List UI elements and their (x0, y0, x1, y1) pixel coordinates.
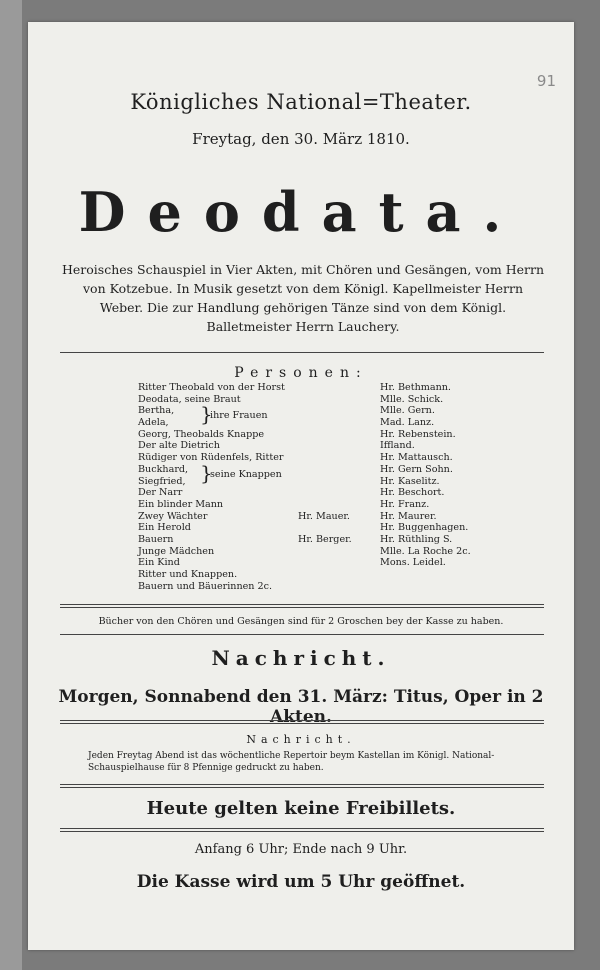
role-name: Adela, (138, 417, 169, 429)
actor-name: Mons. Leidel. (380, 557, 446, 569)
repertoire-notice: Jeden Freytag Abend ist das wöchentliche Repertoir beym Kastellan im Königl. National-Schauspielhause für 8 Pfennige gedruckt zu haben. (88, 751, 495, 773)
tomorrow-announcement: Morgen, Sonnabend den 31. März: Titus, Oper in 2 Akten. (58, 687, 544, 727)
personen-heading: Personen: (234, 365, 368, 381)
brace-label: seine Knappen (210, 468, 282, 480)
role-name: Ein Kind (138, 557, 180, 569)
role-name: Ein Herold (138, 522, 191, 534)
role-name: Rüdiger von Rüdenfels, Ritter (138, 452, 284, 464)
pencil-mark: 91 (536, 72, 556, 90)
divider (60, 634, 544, 635)
theater-name: Königliches National=Theater. (130, 90, 472, 114)
role-name: Bauern (138, 533, 174, 545)
role-name: Der alte Dietrich (138, 440, 220, 452)
role-name: Ritter Theobald von der Horst (138, 382, 285, 393)
role-name: Junge Mädchen (138, 545, 215, 557)
actor-name: Hr. Kaselitz. (380, 475, 440, 487)
role-name: Siegfried, (138, 475, 186, 487)
books-note: Bücher von den Chören und Gesängen sind für 2 Groschen bey der Kasse zu haben. (98, 616, 504, 627)
actor-name: Hr. Beschort. (380, 487, 445, 499)
start-end-times: Anfang 6 Uhr; Ende nach 9 Uhr. (194, 842, 408, 857)
role-name: Bauern und Bäuerinnen 2c. (138, 580, 273, 592)
role-name: Georg, Theobalds Knappe (138, 428, 265, 440)
scan-edge (0, 0, 22, 970)
playbill-sheet (28, 22, 574, 950)
divider (60, 784, 544, 788)
actor-name: Hr. Mattausch. (380, 452, 453, 464)
role-name: Ein blinder Mann (138, 498, 224, 510)
actor-name: Hr. Franz. (380, 498, 430, 510)
role-name: Zwey Wächter (138, 510, 208, 522)
actor-name: Hr. Maurer. (380, 510, 437, 522)
role-name: Buckhard, (138, 463, 189, 475)
actor-name: Mlle. Schick. (380, 393, 444, 405)
actor-name: Mlle. La Roche 2c. (380, 545, 471, 557)
actor-name: Hr. Bethmann. (380, 382, 451, 393)
freibillets-notice: Heute gelten keine Freibillets. (146, 798, 456, 819)
role-name: Der Narr (138, 487, 183, 499)
role-name: Deodata, seine Braut (138, 393, 241, 405)
divider (60, 720, 544, 724)
actor-name: Mlle. Gern. (380, 405, 435, 417)
divider (60, 604, 544, 608)
role-name: Bertha, (138, 405, 175, 417)
play-description: Heroisches Schauspiel in Vier Akten, mit Chören und Gesängen, vom Herrn von Kotzebue. In Musik gesetzt von dem Königl. Kapellmeister Herrn Weber. Die zur Handlung gehörigen Tänze sind von dem Königl. Balletmeister Herrn Lauchery. (62, 262, 545, 334)
extra-actor: Hr. Mauer. (298, 510, 350, 522)
actor-name: Hr. Gern Sohn. (380, 463, 453, 475)
brace-mark: } (200, 402, 213, 427)
divider (60, 828, 544, 832)
play-title: Deodata. (78, 180, 524, 244)
actor-name: Hr. Rebenstein. (380, 428, 456, 440)
brace-mark: } (200, 460, 213, 485)
actor-name: Mad. Lanz. (380, 417, 435, 429)
role-name: Ritter und Knappen. (138, 569, 238, 580)
actor-name: Iffland. (380, 440, 415, 452)
nachricht-heading: Nachricht. (211, 646, 391, 670)
brace-label: ihre Frauen (210, 410, 268, 422)
box-office-opening: Die Kasse wird um 5 Uhr geöffnet. (136, 872, 466, 892)
extra-actor: Hr. Berger. (298, 533, 352, 545)
actor-name: Hr. Buggenhagen. (380, 522, 469, 534)
performance-date: Freytag, den 30. März 1810. (192, 130, 410, 148)
divider (60, 352, 544, 353)
actor-name: Hr. Rüthling S. (380, 533, 453, 545)
nachricht-subheading: Nachricht. (246, 733, 356, 746)
